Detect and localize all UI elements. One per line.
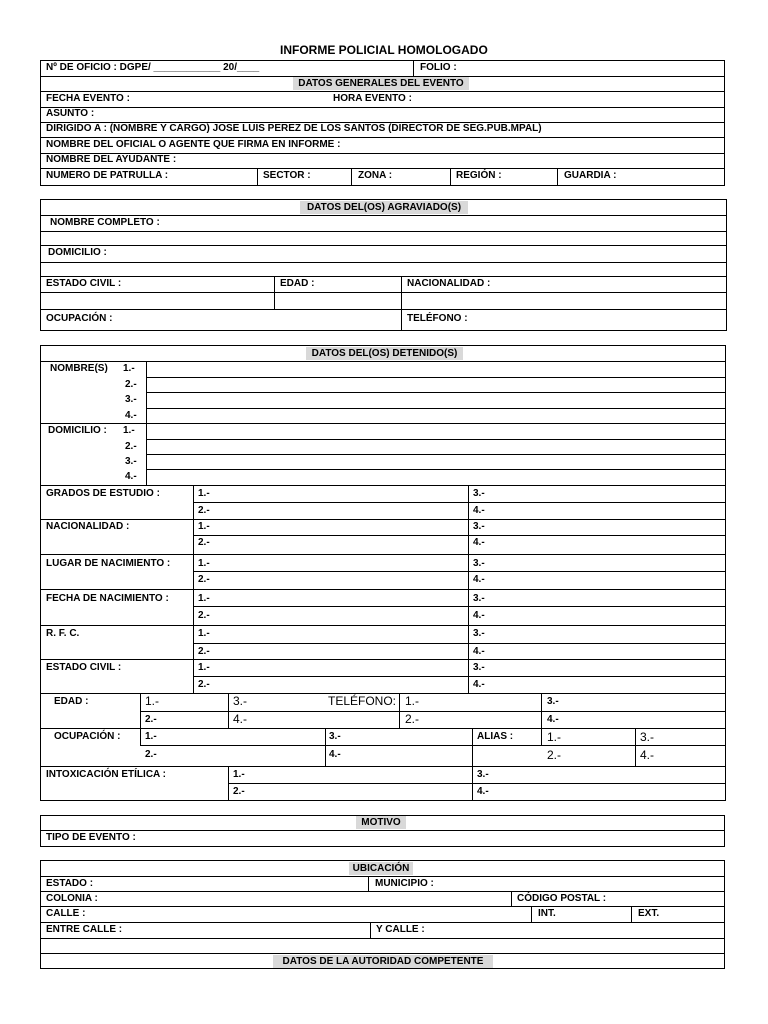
num-label: 4.- xyxy=(233,712,248,726)
num-label: 4.- xyxy=(640,748,655,762)
int-field: INT. xyxy=(538,908,556,919)
num-label: 3.- xyxy=(473,488,485,499)
num-label: 1.- xyxy=(198,662,210,673)
num-label: 1.- xyxy=(145,731,157,742)
detenido-domicilio-label: DOMICILIO : xyxy=(48,425,107,436)
num-label: 3.- xyxy=(329,731,341,742)
num-label: 2.- xyxy=(145,714,157,725)
ocupacion-label: OCUPACIÓN : xyxy=(54,731,121,742)
motivo-header: MOTIVO xyxy=(356,816,406,829)
sector-field: SECTOR : xyxy=(263,170,311,181)
nacionalidad-label: NACIONALIDAD : xyxy=(46,521,130,532)
dirigido-field: DIRIGIDO A : (NOMBRE Y CARGO) JOSE LUIS PEREZ DE LOS SANTOS (DIRECTOR DE SEG.PUB.MPAL) xyxy=(46,123,542,134)
estado-field: ESTADO : xyxy=(46,878,94,889)
folio-field: FOLIO : xyxy=(420,62,457,73)
num-label: 4.- xyxy=(473,646,485,657)
calle-field: CALLE : xyxy=(46,908,86,919)
edad-label: EDAD : xyxy=(54,696,89,707)
num-label: 3.- xyxy=(125,394,137,405)
num-label: 3.- xyxy=(473,662,485,673)
agraviado-header: DATOS DEL(OS) AGRAVIADO(S) xyxy=(300,201,468,214)
num-label: 3.- xyxy=(477,769,489,780)
num-label: 1.- xyxy=(547,730,562,744)
tipo-evento-field: TIPO DE EVENTO : xyxy=(46,832,136,843)
zona-field: ZONA : xyxy=(358,170,393,181)
num-label: 2.- xyxy=(125,379,137,390)
num-label: 3.- xyxy=(547,696,559,707)
num-label: 2.- xyxy=(405,712,420,726)
num-label: 3.- xyxy=(473,521,485,532)
num-label: 4.- xyxy=(329,749,341,760)
agraviado-estado-civil-field: ESTADO CIVIL : xyxy=(46,278,122,289)
num-label: 1.- xyxy=(145,694,160,708)
asunto-field: ASUNTO : xyxy=(46,108,95,119)
lugar-nacimiento-label: LUGAR DE NACIMIENTO : xyxy=(46,558,171,569)
agraviado-nacionalidad-field: NACIONALIDAD : xyxy=(407,278,491,289)
num-label: 4.- xyxy=(125,471,137,482)
detenido-nombres-label: NOMBRE(S) xyxy=(50,363,108,374)
alias-label: ALIAS : xyxy=(477,731,514,742)
num-label: 2.- xyxy=(198,537,210,548)
patrulla-field: NUMERO DE PATRULLA : xyxy=(46,170,169,181)
num-label: 1.- xyxy=(233,769,245,780)
entre-calle-field: ENTRE CALLE : xyxy=(46,924,123,935)
num-label: 4.- xyxy=(477,786,489,797)
autoridad-header: DATOS DE LA AUTORIDAD COMPETENTE xyxy=(273,955,493,968)
num-label: 1.- xyxy=(198,628,210,639)
num-label: 1.- xyxy=(198,488,210,499)
num-label: 1.- xyxy=(123,363,135,374)
num-label: 1.- xyxy=(198,521,210,532)
fecha-nacimiento-label: FECHA DE NACIMIENTO : xyxy=(46,593,169,604)
num-label: 3.- xyxy=(640,730,655,744)
ubicacion-header: UBICACIÓN xyxy=(349,862,413,875)
intoxicacion-label: INTOXICACIÓN ETÍLICA : xyxy=(46,769,166,780)
codigo-postal-field: CÓDIGO POSTAL : xyxy=(517,893,607,904)
agraviado-nombre-field: NOMBRE COMPLETO : xyxy=(50,217,160,228)
ayudante-field: NOMBRE DEL AYUDANTE : xyxy=(46,154,177,165)
num-label: 1.- xyxy=(198,558,210,569)
region-field: REGIÓN : xyxy=(456,170,502,181)
num-label: 2.- xyxy=(145,749,157,760)
estado-civil-label: ESTADO CIVIL : xyxy=(46,662,122,673)
agraviado-edad-field: EDAD : xyxy=(280,278,315,289)
num-label: 2.- xyxy=(198,679,210,690)
num-label: 2.- xyxy=(233,786,245,797)
num-label: 4.- xyxy=(473,537,485,548)
guardia-field: GUARDIA : xyxy=(564,170,617,181)
num-label: 1.- xyxy=(123,425,135,436)
y-calle-field: Y CALLE : xyxy=(376,924,425,935)
num-label: 2.- xyxy=(198,505,210,516)
num-label: 4.- xyxy=(125,410,137,421)
num-label: 4.- xyxy=(473,574,485,585)
detenido-header: DATOS DEL(OS) DETENIDO(S) xyxy=(306,347,463,360)
num-label: 1.- xyxy=(198,593,210,604)
ext-field: EXT. xyxy=(638,908,660,919)
num-label: 2.- xyxy=(198,610,210,621)
num-label: 3.- xyxy=(125,456,137,467)
num-label: 3.- xyxy=(473,628,485,639)
colonia-field: COLONIA : xyxy=(46,893,98,904)
num-label: 3.- xyxy=(473,593,485,604)
fecha-evento-field: FECHA EVENTO : xyxy=(46,93,130,104)
hora-evento-field: HORA EVENTO : xyxy=(333,93,412,104)
num-label: 2.- xyxy=(198,574,210,585)
form-title: INFORME POLICIAL HOMOLOGADO xyxy=(280,43,488,57)
num-label: 4.- xyxy=(547,714,559,725)
agraviado-ocupacion-field: OCUPACIÓN : xyxy=(46,313,113,324)
general-header: DATOS GENERALES DEL EVENTO xyxy=(293,77,469,90)
rfc-label: R. F. C. xyxy=(46,628,80,639)
oficio-field: Nº DE OFICIO : DGPE/ ____________ 20/____ xyxy=(46,62,260,73)
grados-label: GRADOS DE ESTUDIO : xyxy=(46,488,160,499)
oficial-field: NOMBRE DEL OFICIAL O AGENTE QUE FIRMA EN INFORME : xyxy=(46,139,341,150)
num-label: 1.- xyxy=(405,694,420,708)
municipio-field: MUNICIPIO : xyxy=(375,878,434,889)
num-label: 3.- xyxy=(233,694,248,708)
num-label: 2.- xyxy=(125,441,137,452)
detenido-section xyxy=(40,345,726,801)
num-label: 2.- xyxy=(547,748,562,762)
num-label: 4.- xyxy=(473,505,485,516)
agraviado-telefono-field: TELÉFONO : xyxy=(407,313,468,324)
num-label: 3.- xyxy=(473,558,485,569)
telefono-label: TELÉFONO: xyxy=(328,694,397,708)
num-label: 2.- xyxy=(198,646,210,657)
agraviado-domicilio-field: DOMICILIO : xyxy=(48,247,107,258)
num-label: 4.- xyxy=(473,610,485,621)
num-label: 4.- xyxy=(473,679,485,690)
